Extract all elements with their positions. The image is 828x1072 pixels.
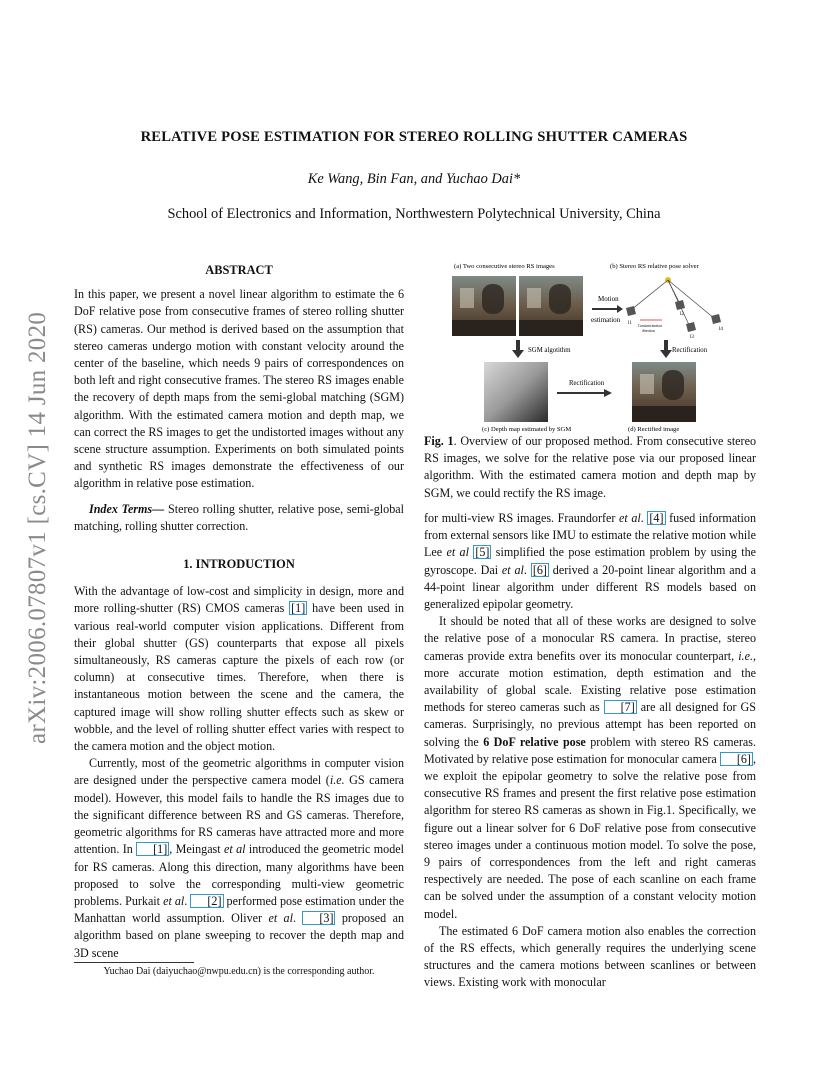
text-run: fused information from external sensors like IMU to estimate the relative motion while Lee [424, 511, 756, 560]
paper-affiliation: School of Electronics and Information, Northwestern Polytechnical University, China [167, 206, 661, 222]
intro-heading: 1. INTRODUCTION [183, 557, 295, 572]
citation-link[interactable]: [5] [475, 545, 490, 560]
left-column [74, 262, 404, 962]
text-run: It should be noted that all of these works are designed to solve the relative pose of a monocular RS camera. In practise, stereo cameras provide extra benefits over its monocular counterpart, [424, 614, 756, 663]
citation-link[interactable]: [1] [291, 601, 306, 616]
estimation-label: estimation [591, 316, 621, 324]
stereo-image-right [519, 276, 583, 336]
text-run: et al [619, 511, 641, 525]
label-a: (a) Two consecutive stereo RS images [454, 263, 555, 270]
label-d: (d) Rectified image [628, 426, 680, 433]
footnote: Yuchao Dai (daiyuchao@nwpu.edu.cn) is the corresponding author. [103, 966, 375, 977]
caption-label: Fig. 1 [424, 434, 454, 448]
figure-caption [424, 433, 756, 502]
citation-link[interactable]: [7] [604, 700, 637, 714]
right-paragraph-3: The estimated 6 DoF camera motion also enables the correction of the RS effects, which generally requires the underlying scene structures and the camera motions between scanlines or between views. Existing work with monocular [424, 923, 756, 990]
right-paragraph-1 [424, 510, 756, 613]
right-column [424, 510, 756, 992]
index-terms-label: Index Terms— [89, 501, 165, 516]
right-paragraph-2 [424, 613, 756, 923]
text-run: derived a 20-point linear algorithm and a 44-point linear algorithm under different RS models based on generalized epipolar geometry. [424, 562, 756, 612]
abstract-text: In this paper, we present a novel linear algorithm to estimate the 6 DoF relative pose from consecutive frames of stereo rolling shutter (RS) cameras. Our method is derived based on the assumption that stereo cameras undergo motion with constant velocity around the center of the baseline, which needs 9 pairs of correspondences on both left and right consecutive frames. The stereo RS images enable the recovery of depth maps from the semi-global matching (SGM) algorithm. With the estimated camera motion and depth map, we can correct the RS images to get the undistorted images without any scene structure assumption. Experiments on both simulated points and synthetic RS images demonstrate the effectiveness of our algorithm in relative pose estimation. [74, 287, 404, 491]
text-run: With the advantage of low-cost and simplicity in design, more and more rolling-shutter (RS) CMOS cameras [74, 584, 404, 616]
index-terms-text: Stereo rolling shutter, relative pose, semi-global matching, rolling shutter correction. [74, 501, 404, 533]
paper-authors: Ke Wang, Bin Fan, and Yuchao Dai* [307, 171, 521, 187]
text-run: have been used in various real-world computer vision applications. Different from their global shutter (GS) counterparts that expose all pixels simultaneously, RS cameras capture the pixels of each row (or column) at consecutive times. Therefore, when there is instantaneous motion between the scene and the camera, the captured image will show rolling shutter effects such as skew or wobble, and the level of rolling shutter effect varies with respect to the camera motion and the object motion. [74, 601, 404, 754]
node-l1: l1 [628, 321, 632, 326]
label-c: (c) Depth map estimated by SGM [482, 426, 572, 433]
abstract-heading: ABSTRACT [205, 263, 273, 277]
text-run: et al [501, 562, 524, 577]
direction-label: direction [642, 329, 655, 333]
intro-paragraph-2 [74, 755, 404, 961]
intro-paragraph-1 [74, 583, 404, 755]
sgm-label: SGM algotithm [528, 347, 571, 354]
text-run: introduced the geometric model for RS cameras. Along this direction, many algorithms have been proposed to solve the corresponding multi-view geometric problems. Purkait [74, 842, 404, 908]
rectified-image [632, 362, 696, 422]
pose-solver-diagram [626, 277, 723, 340]
motion-arrow [592, 305, 623, 313]
rectification-label-1: Rectification [672, 347, 708, 354]
text-run: i.e. [738, 648, 753, 663]
text-run: , more accurate motion estimation, depth estimation and the availability of global scale. Existing relative pose estimation methods for stereo cameras such as [424, 648, 756, 715]
text-run: 6 DoF relative pose [483, 734, 586, 749]
text-run: Currently, most of the geometric algorithms in computer vision are designed under the perspective camera model ( [74, 756, 404, 788]
text-run: et al [163, 893, 185, 908]
text-run: proposed an algorithm based on plane sweeping to recover the depth map and 3D scene [74, 911, 404, 960]
caption-text: . Overview of our proposed method. From consecutive stereo RS images, we solve for the relative pose via our proposed linear algorithm. With the estimated camera motion and depth map by SGM, we could rectify the RS image. [424, 434, 756, 500]
citation-link[interactable]: [6] [532, 562, 547, 577]
node-l4: l4 [719, 327, 723, 332]
paper-title: RELATIVE POSE ESTIMATION FOR STEREO ROLLING SHUTTER CAMERAS [140, 129, 688, 145]
figure-1-graphic [432, 258, 748, 436]
node-l3: l3 [690, 335, 694, 340]
citation-link[interactable]: [1] [136, 842, 169, 856]
sgm-arrow [512, 340, 524, 358]
stereo-image-left [452, 276, 516, 336]
text-run: . [184, 893, 191, 908]
figure-1 [432, 258, 748, 436]
rectification-arrow-down [660, 340, 672, 358]
text-run: simplified the pose estimation problem by using the gyroscope. Dai [424, 545, 757, 577]
text-run: are all designed for GS cameras. Surprisingly, no previous attempt has been reported on solving the [424, 700, 756, 749]
text-run: for multi-view RS images. Fraundorfer [424, 511, 620, 525]
depth-map-image [484, 362, 548, 422]
arxiv-stamp: arXiv:2006.07807v1 [cs.CV] 14 Jun 2020 [24, 311, 51, 745]
citation-link[interactable]: [6] [720, 752, 753, 766]
citation-link[interactable]: [4] [649, 511, 664, 525]
label-b: (b) Stereo RS relative pose solver [610, 263, 699, 270]
index-terms [74, 501, 404, 535]
text-run: GS camera model). However, this model fails to handle the RS images due to the significant difference between RS and GS cameras. Therefore, geometric algorithms for RS cameras have attracted more and more attention. In [74, 773, 404, 857]
text-run: . [640, 511, 648, 525]
footnote-rule [74, 962, 194, 963]
text-run: , Meingast [169, 842, 224, 857]
text-run: problem with stereo RS cameras. Motivated by relative pose estimation for monocular camera [424, 734, 756, 766]
node-l2: l2 [680, 312, 684, 317]
text-run: i.e. [329, 773, 345, 788]
text-run: . [523, 562, 531, 577]
text-run: et al [446, 545, 469, 560]
citation-link[interactable]: [3] [302, 911, 335, 925]
rectification-label-2: Rectification [569, 380, 605, 387]
text-run: et al [268, 911, 293, 926]
text-run: performed pose estimation under the Manhattan world assumption. Oliver [74, 893, 405, 926]
text-run: , we exploit the epipolar geometry to solve the relative pose from consecutive RS frames and present the first relative pose estimation algorithm for stereo RS cameras as shown in Fig.1. Specifically, we figure out a linear solver for 6 DoF relative pose from consecutive stereo images under a continuous motion model. To solve the pose, 9 pairs of correspondences from the left and right cameras respectively are needed. The pose of each scanline on each frame can be solved under the assumption of a constant velocity motion model. [424, 751, 756, 921]
text-run: . [292, 911, 303, 926]
constant-motion-label: Constant motion [638, 324, 662, 328]
rectification-arrow-right [557, 389, 612, 397]
motion-label: Motion [598, 295, 619, 303]
citation-link[interactable]: [2] [190, 894, 223, 908]
text-run: et al [223, 842, 246, 857]
